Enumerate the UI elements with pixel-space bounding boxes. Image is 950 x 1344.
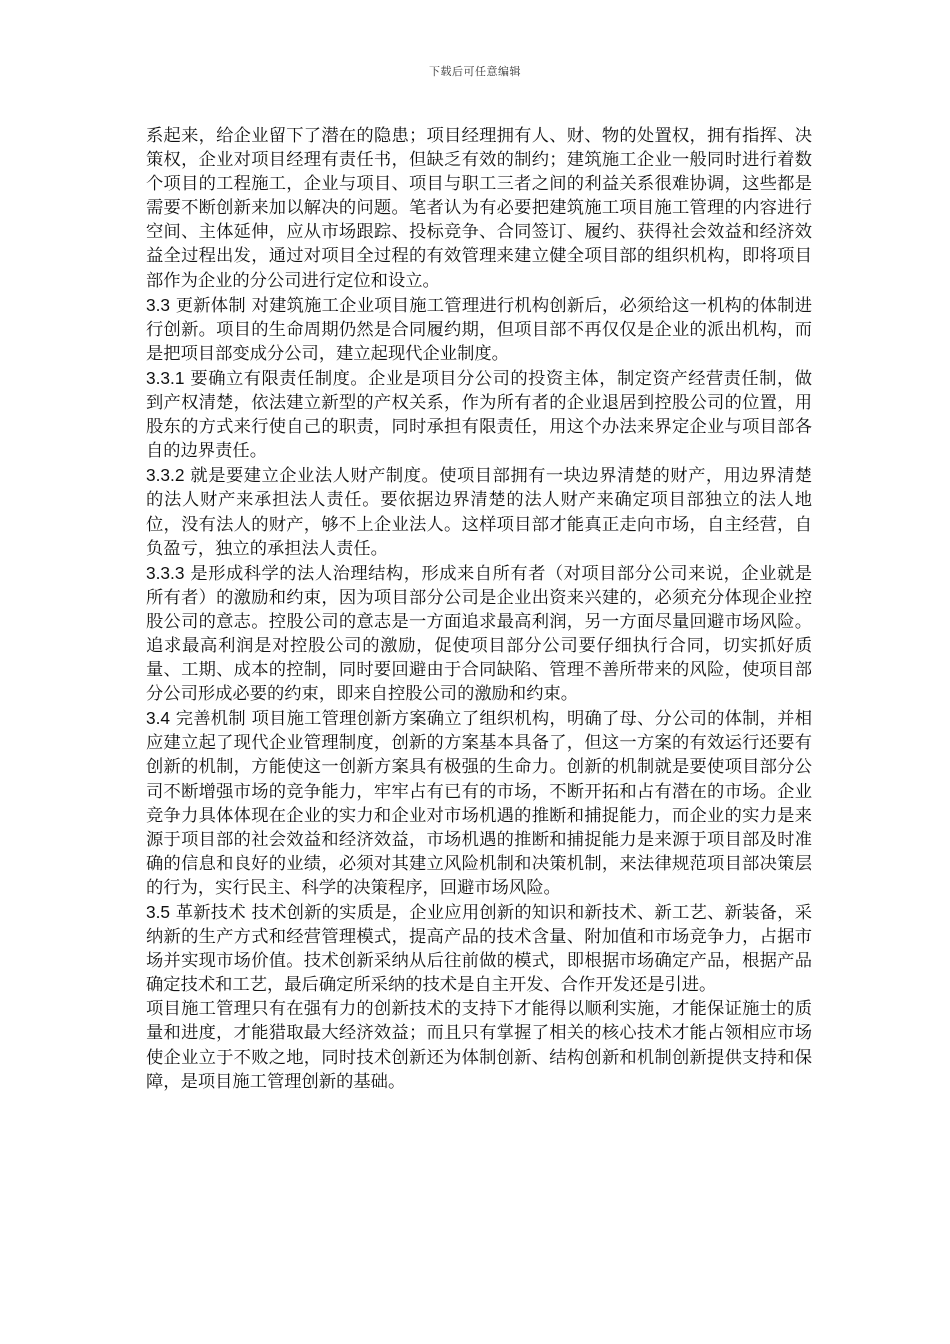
paragraph [146, 997, 812, 1093]
paragraph-text: 革新技术 技术创新的实质是，企业应用创新的知识和新技术、新工艺、新装备，采纳新的生产方式和经营管理模式，提高产品的技术含量、附加值和市场竞争力，占据市场并实现市场价值。技术创新采纳从后往前做的模式，即根据市场确定产品，根据产品确定技术和工艺，最后确定所采纳的技术是自主开发、合作开发还是引进。 [146, 903, 812, 996]
document-body [146, 124, 812, 1094]
page-header: 下载后可任意编辑 [429, 65, 521, 78]
paragraph [146, 293, 812, 366]
paragraph-text: 要确立有限责任制度。企业是项目分公司的投资主体，制定资产经营责任制，做到产权清楚，依法建立新型的产权关系，作为所有者的企业退居到控股公司的位置，用股东的方式来行使自己的职责，同时承担有限责任，用这个办法来界定企业与项目部各自的边界责任。 [146, 368, 812, 462]
paragraph-text: 系起来，给企业留下了潜在的隐患；项目经理拥有人、财、物的处置权，拥有指挥、决策权，企业对项目经理有责任书，但缺乏有效的制约；建筑施工企业一般同时进行着数个项目的工程施工，企业与项目、项目与职工三者之间的利益关系很难协调，这些都是需要不断创新来加以解决的问题。笔者认为有必要把建筑施工项目施工管理的内容进行空间、主体延伸，应从市场跟踪、投标竞争、合同签订、履约、获得社会效益和经济效益全过程出发，通过对项目全过程的有效管理来建立健全项目部的组织机构，即将项目部作为企业的分公司进行定位和设立。 [146, 126, 812, 291]
paragraph-text: 就是要建立企业法人财产制度。使项目部拥有一块边界清楚的财产，用边界清楚的法人财产来承担法人责任。要依据边界清楚的法人财产来确定项目部独立的法人地位，没有法人的财产，够不上企业法人。这样项目部才能真正走向市场，自主经营，自负盈亏，独立的承担法人责任。 [146, 466, 812, 559]
section-number: 3.3.1 [146, 367, 185, 388]
paragraph-text: 完善机制 项目施工管理创新方案确立了组织机构，明确了母、分公司的体制，并相应建立起了现代企业管理制度，创新的方案基本具备了，但这一方案的有效运行还要有创新的机制，方能使这一创新方案具有极强的生命力。创新的机制就是要使项目部分公司不断增强市场的竞争能力，牢牢占有已有的市场，不断开拓和占有潜在的市场。企业竞争力具体体现在企业的实力和企业对市场机遇的推断和捕捉能力，而企业的实力是来源于项目部的社会效益和经济效益，市场机遇的推断和捕捉能力是来源于项目部及时准确的信息和良好的业绩，必须对其建立风险机制和决策机制，来法律规范项目部决策层的行为，实行民主、科学的决策程序，回避市场风险。 [146, 709, 812, 898]
section-number: 3.5 [146, 902, 171, 922]
paragraph [146, 124, 812, 293]
section-number: 3.3 [146, 294, 171, 315]
paragraph [146, 900, 812, 997]
section-number: 3.3.3 [146, 562, 185, 583]
paragraph-text: 项目施工管理只有在强有力的创新技术的支持下才能得以顺利实施，才能保证施士的质量和进度，才能猎取最大经济效益；而且只有掌握了相关的核心技术才能占领相应市场使企业立于不败之地，同时技术创新还为体制创新、结构创新和机制创新提供支持和保障，是项目施工管理创新的基础。 [146, 999, 812, 1092]
paragraph-text: 是形成科学的法人治理结构，形成来自所有者（对项目部分公司来说，企业就是所有者）的激励和约束，因为项目部分公司是企业出资来兴建的，必须充分体现企业控股公司的意志。控股公司的意志是一方面追求最高利润，另一方面尽量回避市场风险。追求最高利润是对控股公司的激励，促使项目部分公司要仔细执行合同，切实抓好质量、工期、成本的控制，同时要回避由于合同缺陷、管理不善所带来的风险，使项目部分公司形成必要的约束，即来自控股公司的激励和约束。 [146, 563, 812, 705]
paragraph [146, 706, 812, 900]
paragraph-text: 更新体制 对建筑施工企业项目施工管理进行机构创新后，必须给这一机构的体制进行创新。项目的生命周期仍然是合同履约期，但项目部不再仅仅是企业的派出机构，而是把项目部变成分公司，建立起现代企业制度。 [146, 295, 812, 364]
paragraph [146, 561, 812, 707]
paragraph [146, 366, 812, 463]
section-number: 3.3.2 [146, 465, 185, 486]
paragraph [146, 463, 812, 560]
section-number: 3.4 [146, 708, 171, 729]
